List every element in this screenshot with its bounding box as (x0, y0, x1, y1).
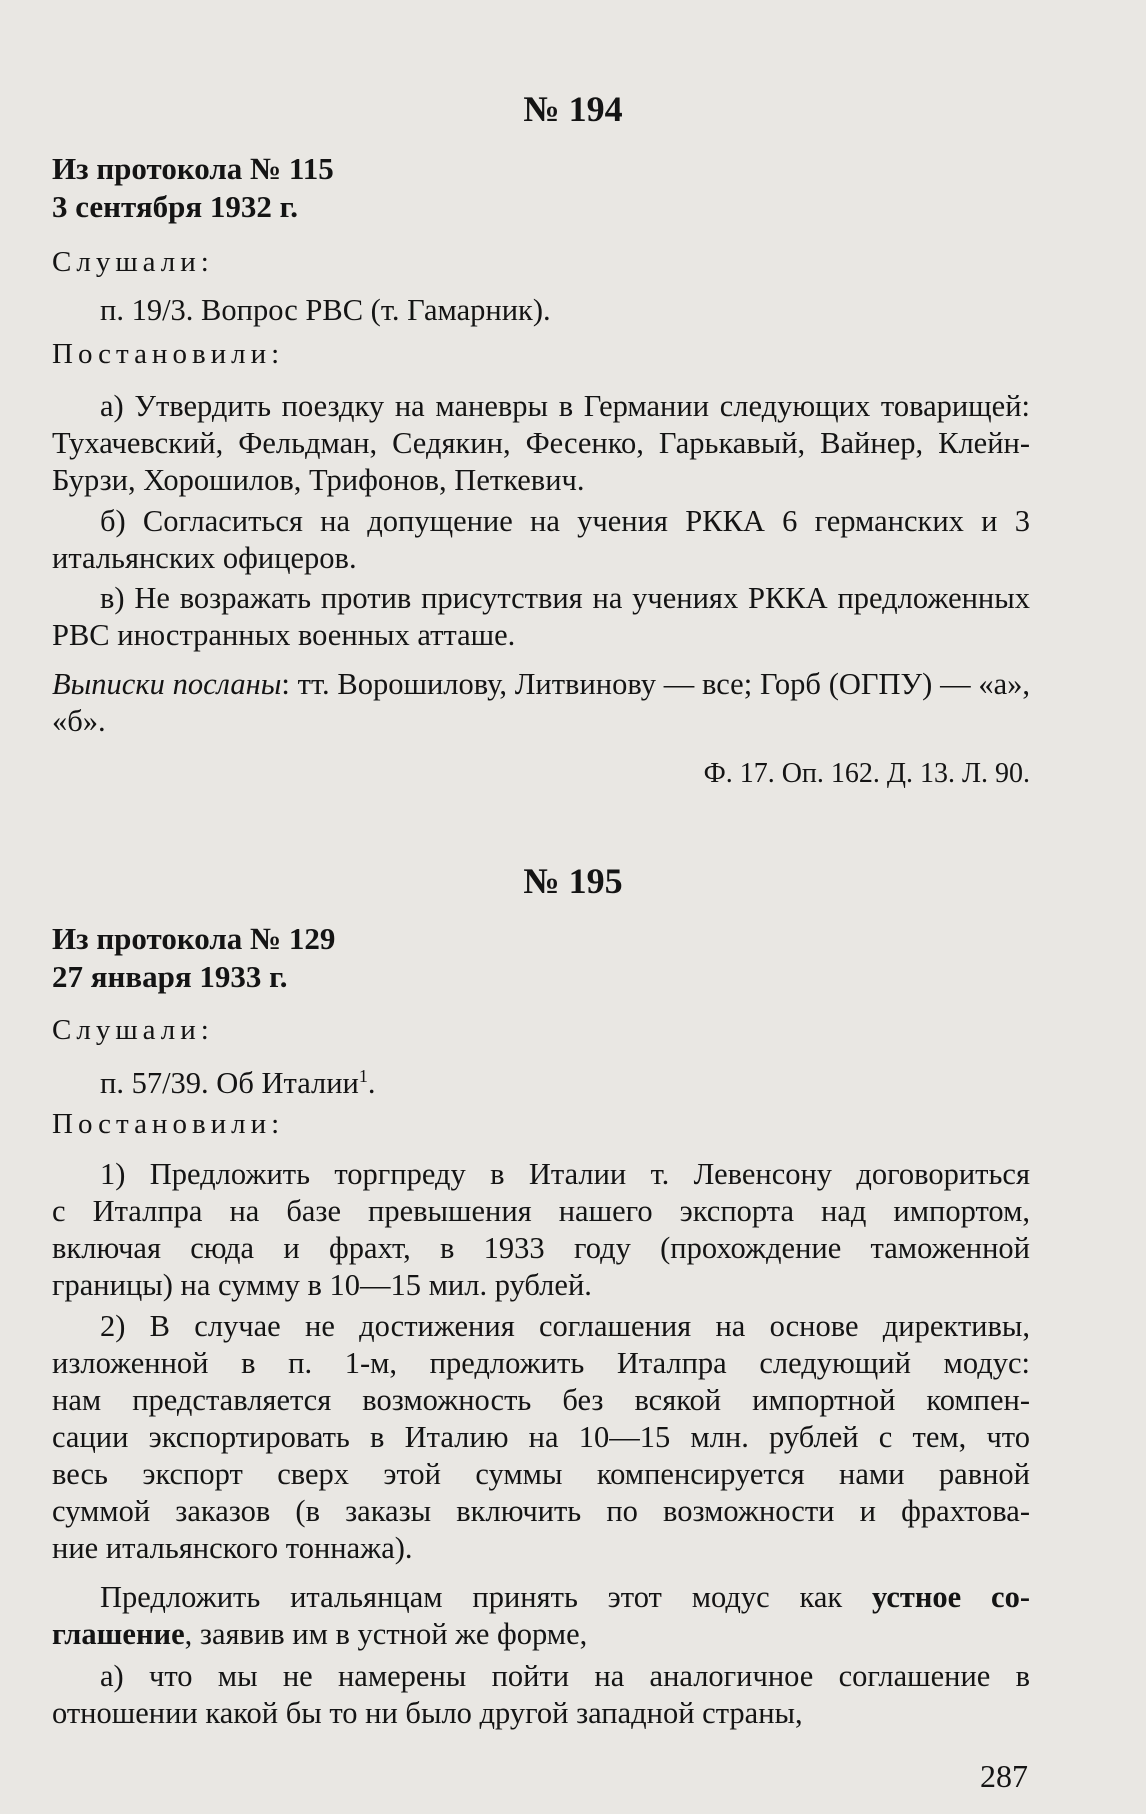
item-2-line-5: весь экспорт сверх этой суммы компенсируется нами равной (52, 1457, 1030, 1491)
protocol-title-115: Из протокола № 115 (52, 151, 334, 186)
offer-line-2 (52, 1617, 1030, 1652)
item-2-line-3: нам представляется возможность без всякой импортной компен- (52, 1383, 1030, 1417)
document-number-195: № 195 (523, 861, 623, 901)
resolved-label-195: Постановили: (52, 1108, 285, 1140)
item-2-line-6: суммой заказов (в заказы включить по возможности и фрахтова- (52, 1494, 1030, 1528)
item-1-line-1: 1) Предложить торгпреду в Италии т. Левенсону договориться (100, 1157, 1030, 1191)
archive-source: Ф. 17. Оп. 162. Д. 13. Л. 90. (703, 758, 1030, 789)
offer-line-1-text: Предложить итальянцам принять этот модус как (100, 1580, 873, 1614)
item-a-line-2: отношении какой бы то ни было другой западной страны, (52, 1696, 803, 1730)
item-2-line-7: ние итальянского тоннажа). (52, 1531, 413, 1565)
resolution-item-a: а) Утвердить поездку на маневры в Германии следующих товарищей: Тухачевский, Фельдман, Седякин, Фесенко, Гарькавый, Вайнер, Клейн-Бурзи, Хорошилов, Трифонов, Петкевич. (52, 389, 1030, 497)
heard-text-195-main: п. 57/39. Об Италии (100, 1066, 359, 1101)
heard-label-195: Слушали: (52, 1014, 214, 1046)
item-2-line-1: 2) В случае не достижения соглашения на основе директивы, (100, 1309, 1030, 1343)
resolved-label: Постановили: (52, 338, 285, 370)
offer-line-2-bold: глашение (52, 1617, 185, 1651)
protocol-date-115: 3 сентября 1932 г. (52, 189, 298, 224)
item-1-line-3: включая сюда и фрахт, в 1933 году (прохождение таможенной (52, 1231, 1030, 1265)
heard-text-195 (100, 1058, 1030, 1102)
offer-line-1-bold: устное со- (872, 1580, 1030, 1614)
protocol-title-129: Из протокола № 129 (52, 921, 336, 956)
heard-label: Слушали: (52, 246, 214, 278)
heard-text: п. 19/3. Вопрос РВС (т. Гамарник). (100, 293, 551, 327)
sent-copies-text: : тт. Ворошилову, Литвинову — все; Горб (ОГПУ) — «а», «б». (52, 667, 1031, 738)
page-number: 287 (980, 1758, 1028, 1794)
item-2-line-4: сации экспортировать в Италию на 10—15 млн. рублей с тем, что (52, 1420, 1030, 1454)
resolution-item-v: в) Не возражать против присутствия на учениях РККА предложенных РВС иностранных военных атташе. (52, 581, 1030, 652)
heard-text-195-end: . (367, 1066, 376, 1101)
sent-copies (52, 666, 1030, 740)
resolution-item-b: б) Согласиться на допущение на учения РККА 6 германских и 3 итальянских офицеров. (52, 504, 1030, 575)
item-1-line-2: с Италпра на базе превышения нашего экспорта над импортом, (52, 1194, 1030, 1228)
sent-copies-label: Выписки посланы (52, 667, 282, 701)
protocol-date-129: 27 января 1933 г. (52, 959, 288, 994)
document-number-194: № 194 (523, 89, 623, 129)
item-2-line-2: изложенной в п. 1-м, предложить Италпра следующий модус: (52, 1346, 1030, 1380)
item-1-line-4: границы) на сумму в 10—15 мил. рублей. (52, 1268, 592, 1302)
footnote-marker: 1 (358, 1066, 368, 1086)
offer-line-1 (100, 1580, 1030, 1615)
offer-line-2-text: , заявив им в устной же форме, (184, 1617, 588, 1651)
item-a-line-1: а) что мы не намерены пойти на аналогичное соглашение в (100, 1659, 1030, 1693)
